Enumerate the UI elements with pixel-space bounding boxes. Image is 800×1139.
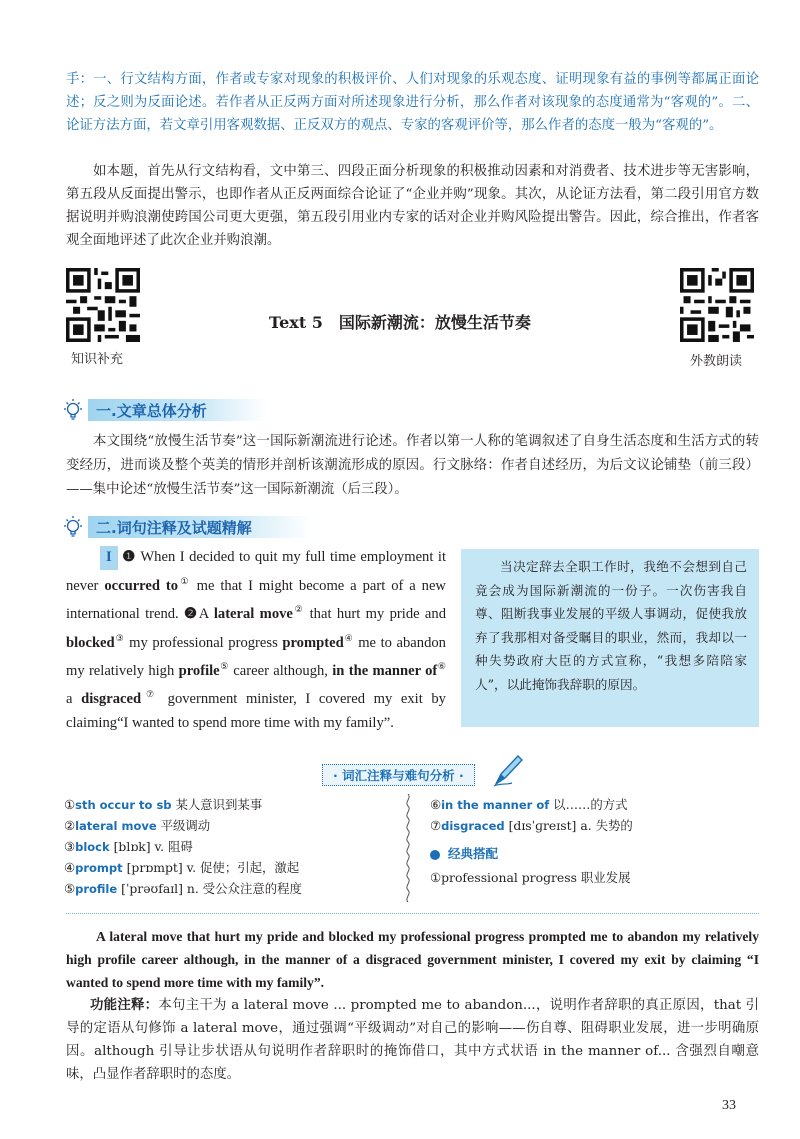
section1-heading — [60, 397, 267, 423]
vocab-item: ⑦disgraced [dɪsˈɡreɪst] a. 失势的 — [430, 818, 633, 833]
passage-text: When I decided to quit my full time employment it never — [66, 549, 447, 594]
passage-text: my professional progress — [124, 634, 283, 651]
sentence-analysis — [66, 994, 759, 1086]
qr-right-label: 外教朗读 — [690, 354, 743, 369]
lightbulb-icon — [60, 514, 86, 540]
passage-text: government minister, I covered my exit by claiming“I wanted to spend more time with my family”. — [66, 691, 446, 731]
page-number: 33 — [722, 1098, 736, 1113]
footnote-ref: ⑦ — [141, 689, 160, 700]
footnote-ref: ④ — [343, 632, 354, 643]
dotted-separator — [66, 913, 759, 914]
section2-heading-text: 二.词句注释及试题精解 — [88, 516, 312, 538]
bullet-icon — [430, 850, 440, 860]
section1-heading-text: 一.文章总体分析 — [88, 399, 267, 421]
vocab-banner: · 词汇注释与难句分析 · — [322, 764, 475, 786]
footnote-ref: ② — [292, 604, 305, 615]
section1-body: 本文围绕“放慢生活节奏”这一国际新潮流进行论述。作者以第一人称的笔调叙述了自身生活态度和生活方式的转变经历，进而谈及整个英美的情形并剖析该潮流形成的原因。行文脉络：作者自述经历，为后文议论铺垫（前三段）——集中论述“放慢生活节奏”这一国际新潮流（后三段）。 — [66, 434, 759, 497]
section2-heading — [60, 514, 312, 540]
keyword-blocked: blocked — [66, 634, 115, 651]
vocab-item: ⑤profile [ˈprəʊfaɪl] n. 受公众注意的程度 — [64, 881, 302, 896]
vocab-item: ④prompt [prɒmpt] v. 促使；引起，激起 — [64, 860, 300, 875]
translation-box — [461, 549, 759, 727]
pen-icon — [492, 752, 524, 788]
qr-left-label: 知识补充 — [71, 352, 124, 367]
passage-paragraph-1 — [66, 546, 446, 735]
analysis-label: 功能注释： — [90, 997, 159, 1013]
vocab-item: ①sth occur to sb 某人意识到某事 — [64, 797, 263, 812]
collocation-heading: 经典搭配 — [430, 843, 498, 864]
sentence-1-marker: ❶ — [122, 549, 137, 565]
passage-text: that hurt my pride and — [304, 605, 446, 622]
footnote-ref: ⑤ — [219, 660, 230, 671]
vocab-item: ②lateral move 平级调动 — [64, 818, 211, 833]
footnote-ref: ① — [178, 575, 191, 586]
collocation-item: ①professional progress 职业发展 — [430, 870, 631, 885]
paragraph-number-badge: I — [100, 546, 118, 570]
keyword-lateral-move: lateral move — [213, 605, 293, 622]
lightbulb-icon — [60, 397, 86, 423]
sentence-2-marker: ❷ — [184, 605, 199, 622]
footnote-ref: ③ — [114, 632, 125, 643]
intro-analysis-text: 如本题，首先从行文结构看，文中第三、四段正面分析现象的积极推动因素和对消费者、技术进步等无害影响，第五段从反面提出警示，也即作者从正反两面综合论证了“企业并购”现象。其次，从论证方法看，第二段引用官方数据说明并购浪潮使跨国公司更大更强，第五段引用业内专家的话对企业并购风险提出警告。因此，综合推出，作者客观全面地评述了此次企业并购浪潮。 — [66, 164, 759, 248]
footnote-ref: ⑥ — [437, 660, 446, 671]
vocab-item: ⑥in the manner of 以……的方式 — [430, 797, 628, 812]
keyword-disgraced: disgraced — [81, 691, 142, 708]
keyword-in-the-manner-of: in the manner of — [332, 662, 438, 679]
passage-text: me that I might become a part of a new international trend. — [66, 577, 446, 622]
passage-text: A — [198, 605, 214, 622]
passage-text: career although, — [229, 662, 333, 679]
passage-text: a — [66, 691, 82, 708]
translation-text: 当决定辞去全职工作时，我绝不会想到自己竟会成为国际新潮流的一份子。一次伤害我自尊、阻断我事业发展的平级人事调动，促使我放弃了我那相对备受瞩目的职业，然而，我却以一种失势政府大臣的方式宣称，“我想多陪陪家人”，以此掩饰我辞职的原因。 — [475, 559, 747, 692]
vocab-item: ③block [blɒk] v. 阻碍 — [64, 839, 193, 854]
wavy-divider — [402, 794, 414, 902]
keyword-prompted: prompted — [282, 634, 344, 651]
text5-title: Text 5 国际新潮流：放慢生活节奏 — [269, 313, 531, 332]
keyword-profile: profile — [178, 662, 220, 679]
analysis-text: 本句主干为 a lateral move ... prompted me to abandon...，说明作者辞职的真正原因，that 引导的定语从句修饰 a lateral move，通过强调“平级调动”对自己的影响——伤自尊、阻碍职业发展，进一步明确原因。although 引导让步状语从句说明作者辞职时的掩饰借口，其中方式状语 in the manner of... 含强烈自嘲意味，凸显作者辞职时的态度。 — [66, 998, 759, 1082]
keyword-occurred-to: occurred to — [104, 577, 179, 594]
intro-tip-text: 手：一、行文结构方面，作者或专家对现象的积极评价、人们对现象的乐观态度、证明现象有益的事例等都属正面论述；反之则为反面论述。若作者从正反两方面对所述现象进行分析，那么作者对该现象的态度通常为“客观的”。二、论证方法方面，若文章引用客观数据、正反双方的观点、专家的客观评价等，那么作者的态度一般为“客观的”。 — [66, 72, 759, 133]
passage-text: me to abandon my relatively high — [66, 634, 446, 679]
difficult-sentence: A lateral move that hurt my pride and blocked my professional progress prompted me to abandon my relatively high profile career although, in the manner of a disgraced government minister, I covered my exit by claiming “I wanted to spend more time with my family”. — [66, 929, 759, 990]
